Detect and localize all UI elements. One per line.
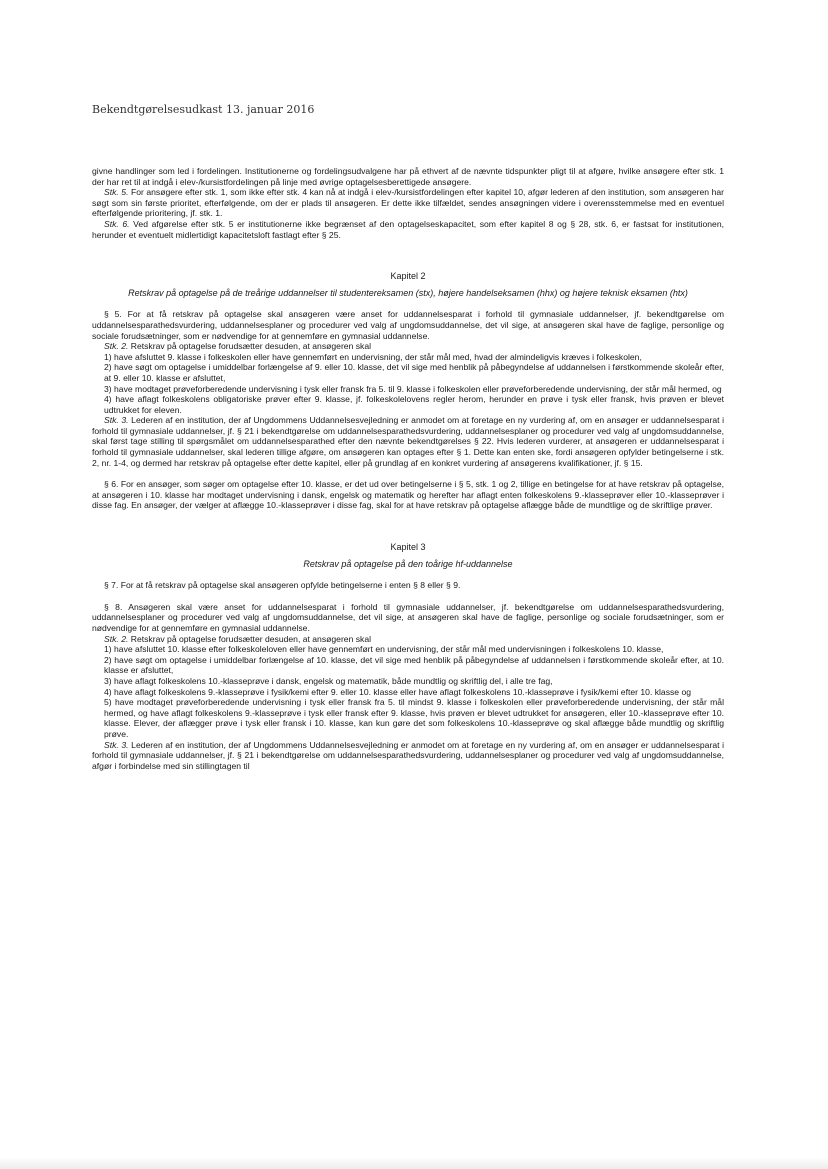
section-5-stk3: [92, 415, 724, 468]
stk6-label: Stk. 6.: [104, 218, 130, 229]
s8-list-item: 1) have afsluttet 10. klasse efter folkeskoleloven eller have gennemført en undervisning, der står mål med undervisningen i folkeskolens 10. klasse,: [104, 644, 664, 655]
section-6: § 6. For en ansøger, som søger om optagelse efter 10. klasse, er det ud over betingelserne i § 5, stk. 1 og 2, tillige en betingelse for at have retskrav på optagelse, at ansøgeren i 10. klasse har modtaget undervisning i dansk, engelsk og matematik og herefter har aflagt enten folkeskolens 9.-klasseprøver eller 10.-klasseprøver i disse fag. En ansøger, der vælger at aflægge 10.-klasseprøver i disse fag, skal for at have retskrav på optagelse aflægge både de mundtlige og de skriftlige prøver.: [92, 479, 724, 511]
document-body: [92, 166, 724, 771]
section-5-stk2: [92, 341, 724, 352]
s5-list-item: 4) have aflagt folkeskolens obligatoriske prøver efter 9. klasse, jf. folkeskolelovens regler herom, herunder en prøve i tysk eller fransk, hvis prøven er blevet udtrukket for eleven.: [104, 394, 724, 415]
document-header: Bekendtgørelsesudkast 13. januar 2016: [92, 103, 315, 116]
s8-stk3-label: Stk. 3.: [104, 739, 129, 750]
stk5-text: For ansøgere efter stk. 1, som ikke efter stk. 4 kan nå at indgå i elev-/kursistfordelingen efter kapitel 10, afgør lederen af den institution, som ansøgeren har søgt som sin første prioritet, efterfølgende, om der er plads til ansøgeren. Er dette ikke tilfældet, sendes ansøgningen videre i overensstemmelse med en eventuel efterfølgende prioritering, jf. stk. 1.: [92, 187, 724, 219]
s5-stk2-label: Stk. 2.: [104, 341, 129, 352]
s8-stk3-text: Lederen af en institution, der af Ungdommens Uddannelsesvejledning er anmodet om at foretage en ny vurdering af, om en ansøger er uddannelsesparat i forhold til gymnasiale uddannelser, jf. § 21 i bekendtgørelse om uddannelsesparathedsvurdering, uddannelsesplaner og procedurer ved valg af ungdomsuddannelse, afgør i forbindelse med sin stillingtagen til: [92, 739, 724, 771]
s8-list-item: 4) have aflagt folkeskolens 9.-klasseprøve i fysik/kemi efter 9. eller 10. klasse eller have aflagt folkeskolens 10.-klasseprøve i fysik/kemi efter 10. klasse og: [104, 686, 692, 697]
s8-stk2-text: Retskrav på optagelse forudsætter desuden, at ansøgeren skal: [128, 633, 372, 644]
s5-stk3-label: Stk. 3.: [104, 415, 129, 426]
section-8-stk2: [92, 634, 724, 645]
section-8-stk3: [92, 740, 724, 772]
intro-stk5: [92, 187, 724, 219]
s5-stk3-text: Lederen af en institution, der af Ungdommens Uddannelsesvejledning er anmodet om at foretage en ny vurdering af, om en ansøger er uddannelsesparat i forhold til gymnasiale uddannelser, jf. § 21 i bekendtgørelse om uddannelsesparathedsvurdering, uddannelsesplaner og procedurer ved valg af ungdomsuddannelse, skal først tage stilling til spørgsmålet om uddannelsesparathed efter den nævnte bekendtgørelses § 22. Hvis lederen vurderer, at ansøgeren er uddannelsesparat i forhold til gymnasiale uddannelser, skal lederen tillige afgøre, om ansøgeren kan optages efter § 1. Dette kan enten ske, fordi ansøgeren opfylder betingelserne i stk. 2, nr. 1-4, og dermed har retskrav på optagelse efter dette kapitel, eller på grundlag af en konkret vurdering af ansøgerens kvalifikationer, jf. § 15.: [92, 415, 724, 468]
s8-list-item: 3) have aflagt folkeskolens 10.-klasseprøve i dansk, engelsk og matematik, både mundtlig og skriftlig del, i alle tre fag,: [104, 675, 553, 686]
section-7: § 7. For at få retskrav på optagelse skal ansøgeren opfylde betingelserne i enten § 8 eller § 9.: [104, 580, 461, 591]
s5-list-item: 1) have afsluttet 9. klasse i folkeskolen eller have gennemført en undervisning, der står mål med, hvad der almindeligvis kræves i folkeskolen,: [104, 351, 642, 362]
intro-stk6: [92, 219, 724, 240]
s8-list-item: 5) have modtaget prøveforberedende undervisning i tysk eller fransk fra 5. til mindst 9. klasse i folkeskolen eller prøveforberedende undervisning, der står mål hermed, og have aflagt folkeskolens 9.-klasseprøve i tysk eller fransk efter 9. klasse, hvis prøven er blevet udtrukket for ansøgeren, eller 10.-klasseprøve efter 10. klasse. Elever, der aflægger prøve i tysk eller fransk i 10. klasse, kan kun gøre det som folkeskolens 10.-klasseprøve og skal aflægge både mundtlig og skriftlig prøve.: [104, 697, 724, 739]
section-5: § 5. For at få retskrav på optagelse skal ansøgeren være anset for uddannelsesparat i forhold til gymnasiale uddannelser, jf. bekendtgørelse om uddannelsesparathedsvurdering, uddannelsesplaner og procedurer ved valg af ungdomsuddannelse, det vil sige, at ansøgeren skal have de faglige, personlige og sociale forudsætninger, som er nødvendige for at gennemføre en gymnasial uddannelse.: [92, 309, 724, 341]
chapter-2-heading: Kapitel 2: [390, 271, 426, 282]
intro-paragraph: givne handlinger som led i fordelingen. Institutionerne og fordelingsudvalgene har på ethvert af de nævnte tidspunkter pligt til at afgøre, hvilke ansøgere efter stk. 1 der har ret til at indgå i elev-/kursistfordelingen på linje med øvrige optagelsesberettigede ansøgere.: [92, 166, 724, 187]
s5-stk2-text: Retskrav på optagelse forudsætter desuden, at ansøgeren skal: [128, 341, 372, 352]
stk5-label: Stk. 5.: [104, 187, 129, 198]
chapter-2-title: Retskrav på optagelse på de treårige uddannelser til studentereksamen (stx), højere handelseksamen (hhx) og højere teknisk eksamen (htx): [128, 287, 688, 298]
section-8: § 8. Ansøgeren skal være anset for uddannelsesparat i forhold til gymnasiale uddannelser, jf. bekendtgørelse om uddannelsesparathedsvurdering, uddannelsesplaner og procedurer ved valg af ungdomsuddannelse, det vil sige, at ansøgeren skal have de faglige, personlige og sociale forudsætninger, som er nødvendige for at gennemføre en gymnasial uddannelse.: [92, 601, 724, 633]
chapter-3-title: Retskrav på optagelse på den toårige hf-uddannelse: [303, 558, 513, 569]
s5-list-item: 2) have søgt om optagelse i umiddelbar forlængelse af 9. eller 10. klasse, det vil sige med henblik på påbegyndelse af uddannelsen i førstkommende skoleår efter, at 9. eller 10. klasse er afsluttet,: [104, 362, 724, 383]
chapter-3-heading: Kapitel 3: [390, 542, 426, 553]
s5-list-item: 3) have modtaget prøveforberedende undervisning i tysk eller fransk fra 5. til 9. klasse i folkeskolen eller prøveforberedende undervisning, der står mål hermed, og: [104, 383, 722, 394]
scan-bottom-edge: [0, 1157, 828, 1169]
s8-list-item: 2) have søgt om optagelse i umiddelbar forlængelse af 10. klasse, det vil sige med henblik på påbegyndelse af uddannelsen i førstkommende skoleår efter, at 10. klasse er afsluttet,: [104, 654, 724, 676]
s8-stk2-label: Stk. 2.: [104, 633, 129, 644]
stk6-text: Ved afgørelse efter stk. 5 er institutionerne ikke begrænset af den optagelseskapacitet, som efter kapitel 8 og § 28, stk. 6, er fastsat for institutionen, herunder et eventuelt midlertidigt kapacitetsloft fastlagt efter § 25.: [92, 218, 725, 240]
